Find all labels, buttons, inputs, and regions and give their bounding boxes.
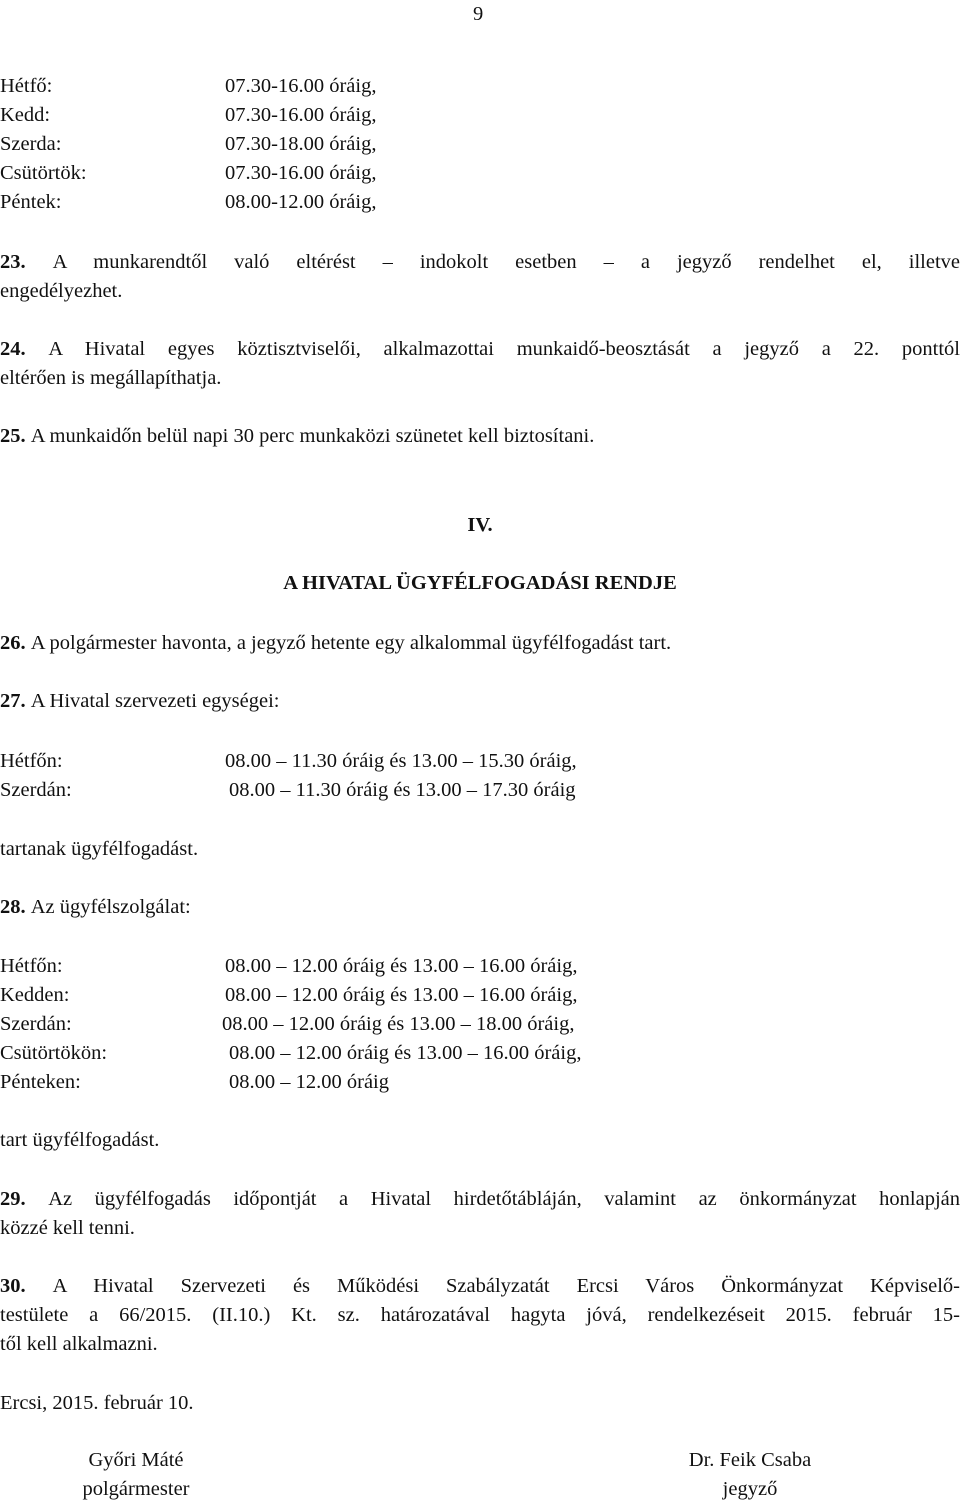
signature-block-mayor [36, 1446, 236, 1504]
reception-time: 08.00 – 11.30 óráig és 13.00 – 17.30 óráig [229, 779, 576, 801]
paragraph-number: 23. [0, 251, 26, 273]
section-roman-numeral: IV. [467, 514, 493, 536]
work-time: 07.30-16.00 óráig, [225, 75, 377, 97]
signatory-role: jegyző [722, 1478, 778, 1500]
paragraph-26 [0, 629, 960, 658]
service-time: 08.00 – 12.00 óráig és 13.00 – 18.00 óráig, [222, 1013, 575, 1035]
date-line: Ercsi, 2015. február 10. [0, 1392, 194, 1414]
service-closing-text: tart ügyfélfogadást. [0, 1129, 160, 1151]
paragraph-30-line2: testülete a 66/2015. (II.10.) Kt. sz. határozatával hagyta jóvá, rendelkezéseit 2015. február 15- [0, 1304, 960, 1326]
signature-block-notary [650, 1446, 850, 1504]
paragraph-29-line1 [0, 1185, 960, 1214]
paragraph-23-line1 [0, 248, 960, 277]
paragraph-text: A Hivatal Szervezeti és Működési Szabályzatát Ercsi Város Önkormányzat Képviselő- [52, 1275, 960, 1297]
service-day: Csütörtökön: [0, 1042, 108, 1064]
paragraph-number: 25. [0, 425, 26, 447]
paragraph-24-line1 [0, 335, 960, 364]
paragraph-24-line2: eltérően is megállapíthatja. [0, 367, 222, 389]
paragraph-text: A munkaidőn belül napi 30 perc munkaközi szünetet kell biztosítani. [30, 425, 595, 447]
section-title: A HIVATAL ÜGYFÉLFOGADÁSI RENDJE [283, 572, 677, 594]
service-day: Kedden: [0, 984, 70, 1006]
reception-day: Szerdán: [0, 779, 72, 801]
paragraph-text: A Hivatal egyes köztisztviselői, alkalmazottai munkaidő-beosztását a jegyző a 22. ponttól [48, 338, 960, 360]
paragraph-28 [0, 893, 960, 922]
work-time: 07.30-16.00 óráig, [225, 162, 377, 184]
paragraph-29-line2: közzé kell tenni. [0, 1217, 135, 1239]
work-time: 07.30-16.00 óráig, [225, 104, 377, 126]
paragraph-number: 24. [0, 338, 26, 360]
service-time: 08.00 – 12.00 óráig és 13.00 – 16.00 óráig, [225, 984, 578, 1006]
paragraph-text: A Hivatal szervezeti egységei: [30, 690, 280, 712]
work-day: Hétfő: [0, 75, 53, 97]
work-day: Péntek: [0, 191, 62, 213]
units-closing-text: tartanak ügyfélfogadást. [0, 838, 199, 860]
paragraph-number: 29. [0, 1188, 26, 1210]
reception-time: 08.00 – 11.30 óráig és 13.00 – 15.30 óráig, [225, 750, 577, 772]
work-day: Kedd: [0, 104, 51, 126]
paragraph-27 [0, 687, 960, 716]
work-time: 07.30-18.00 óráig, [225, 133, 377, 155]
paragraph-text: Az ügyfélfogadás időpontját a Hivatal hirdetőtábláján, valamint az önkormányzat honlapján [48, 1188, 960, 1210]
paragraph-text: Az ügyfélszolgálat: [30, 896, 191, 918]
paragraph-number: 27. [0, 690, 26, 712]
service-time: 08.00 – 12.00 óráig [229, 1071, 389, 1093]
signatory-role: polgármester [82, 1478, 190, 1500]
service-time: 08.00 – 12.00 óráig és 13.00 – 16.00 óráig, [225, 955, 578, 977]
paragraph-25 [0, 422, 960, 451]
paragraph-number: 30. [0, 1275, 26, 1297]
paragraph-number: 28. [0, 896, 26, 918]
work-time: 08.00-12.00 óráig, [225, 191, 377, 213]
paragraph-30-line3: től kell alkalmazni. [0, 1333, 158, 1355]
service-day: Hétfőn: [0, 955, 63, 977]
work-day: Csütörtök: [0, 162, 87, 184]
paragraph-23-line2: engedélyezhet. [0, 280, 123, 302]
paragraph-30-line1 [0, 1272, 960, 1301]
paragraph-number: 26. [0, 632, 26, 654]
page-number: 9 [473, 3, 484, 25]
signatory-name: Győri Máté [88, 1449, 184, 1471]
work-day: Szerda: [0, 133, 62, 155]
paragraph-text: A munkarendtől való eltérést – indokolt esetben – a jegyző rendelhet el, illetve [52, 251, 960, 273]
paragraph-text: A polgármester havonta, a jegyző hetente egy alkalommal ügyfélfogadást tart. [30, 632, 672, 654]
signatory-name: Dr. Feik Csaba [688, 1449, 812, 1471]
service-day: Pénteken: [0, 1071, 81, 1093]
service-time: 08.00 – 12.00 óráig és 13.00 – 16.00 óráig, [229, 1042, 582, 1064]
service-day: Szerdán: [0, 1013, 72, 1035]
reception-day: Hétfőn: [0, 750, 63, 772]
